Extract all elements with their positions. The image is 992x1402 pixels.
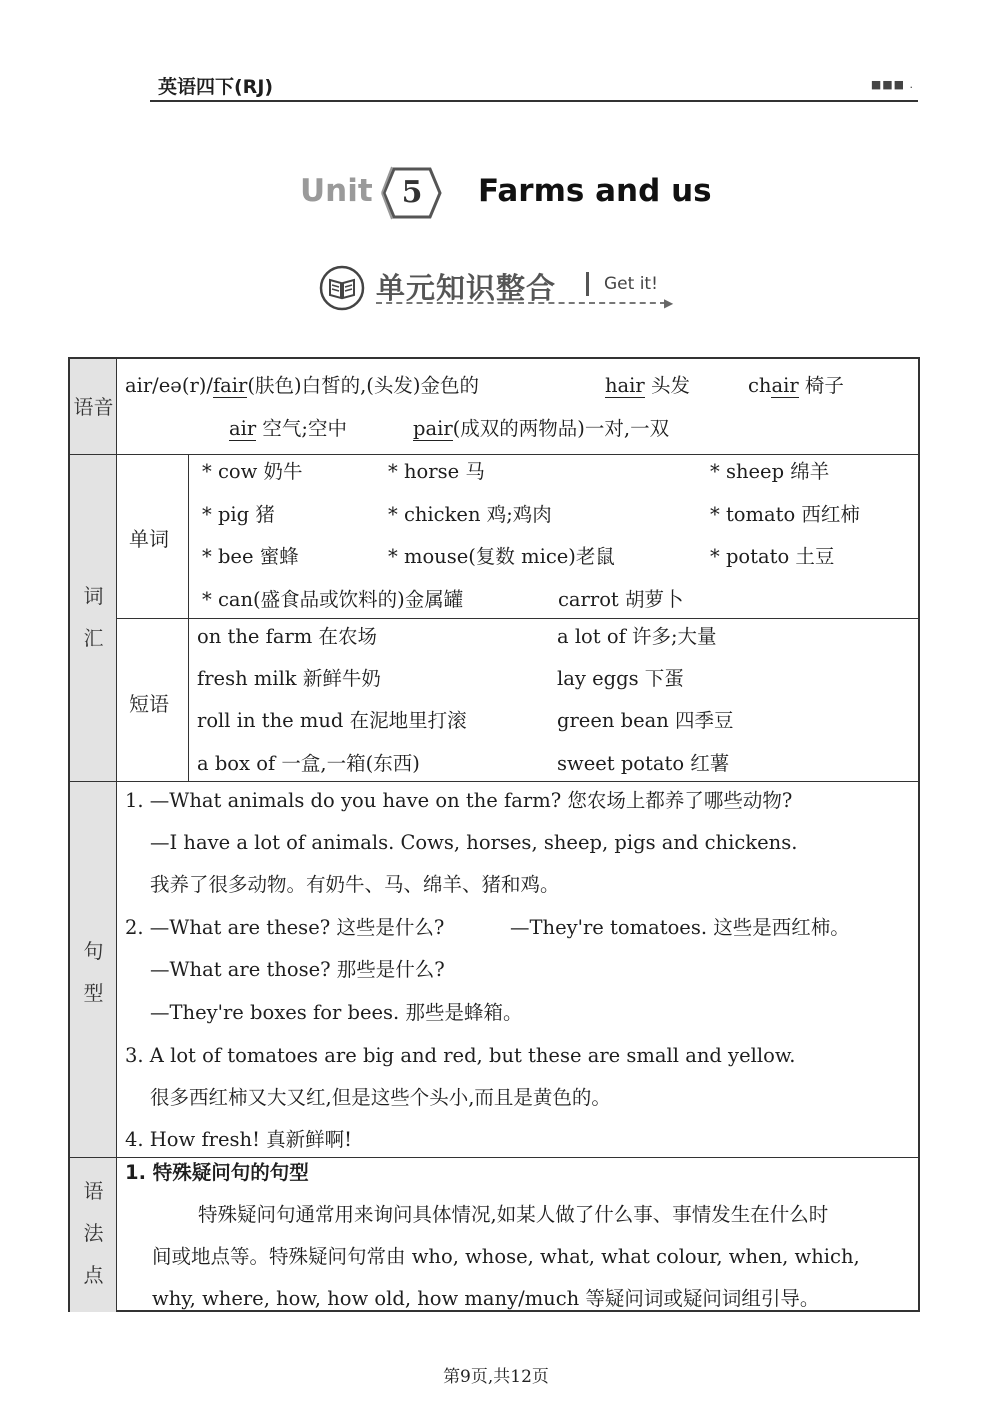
row-divider xyxy=(70,454,920,455)
sentence-line: —They're tomatoes. 这些是西红柿。 xyxy=(510,916,850,939)
phrases-label: 短语 xyxy=(129,692,169,716)
word-item: * sheep 绵羊 xyxy=(710,460,830,483)
row-divider xyxy=(70,1157,920,1158)
word-item: * potato 土豆 xyxy=(710,545,835,568)
word-item: carrot 胡萝卜 xyxy=(558,588,684,611)
section-divider xyxy=(586,272,589,296)
category-vocabulary xyxy=(70,455,117,782)
phrase-item: lay eggs 下蛋 xyxy=(557,667,684,690)
grammar-paragraph: 间或地点等。特殊疑问句常由 who, whose, what, what colour, when, which, xyxy=(152,1245,860,1268)
category-label: 点 xyxy=(83,1263,104,1287)
knowledge-table xyxy=(68,357,920,1312)
grammar-heading: 1. 特殊疑问句的句型 xyxy=(125,1161,309,1184)
phrase-item: sweet potato 红薯 xyxy=(557,752,730,775)
grammar-paragraph: why, where, how, how old, how many/much 等疑问词或疑问词组引导。 xyxy=(152,1287,820,1310)
pronunciation-hair: hair 头发 xyxy=(605,374,690,397)
phrase-item: roll in the mud 在泥地里打滚 xyxy=(197,709,467,732)
dashed-underline xyxy=(376,302,666,304)
phrase-item: green bean 四季豆 xyxy=(557,709,734,732)
section-title xyxy=(318,262,678,312)
category-sentences xyxy=(70,782,117,1158)
category-label: 语音 xyxy=(73,395,114,419)
category-label: 句 xyxy=(83,939,104,963)
grammar-paragraph: 特殊疑问句通常用来询问具体情况,如某人做了什么事、事情发生在什么时 xyxy=(198,1203,829,1226)
category-label: 词 xyxy=(83,584,104,608)
pronunciation-air: air 空气;空中 xyxy=(229,417,347,440)
arrow-right-icon: ▶ xyxy=(664,296,674,310)
page-header xyxy=(150,72,918,102)
words-label: 单词 xyxy=(129,527,169,551)
unit-number: 5 xyxy=(401,175,423,210)
unit-word: Unit xyxy=(300,173,373,209)
row-divider xyxy=(70,781,920,782)
row-divider xyxy=(117,618,920,619)
word-item: * cow 奶牛 xyxy=(202,460,303,483)
section-title-cn: 单元知识整合 xyxy=(376,271,557,305)
header-marks: ■■■ . xyxy=(870,78,914,91)
sentence-line: 1. —What animals do you have on the farm? 您农场上都养了哪些动物? xyxy=(125,789,793,812)
sentence-line: 3. A lot of tomatoes are big and red, but these are small and yellow. xyxy=(125,1044,796,1067)
word-item: * bee 蜜蜂 xyxy=(202,545,299,568)
pronunciation-line: air/eə(r)/fair(肤色)白皙的,(头发)金色的 xyxy=(125,374,479,397)
sentence-line: 我养了很多动物。有奶牛、马、绵羊、猪和鸡。 xyxy=(150,873,560,896)
phrase-item: a box of 一盒,一箱(东西) xyxy=(197,752,420,775)
sentence-line: —I have a lot of animals. Cows, horses, sheep, pigs and chickens. xyxy=(150,831,798,854)
sentence-line: —What are those? 那些是什么? xyxy=(150,958,445,981)
word-item: * pig 猪 xyxy=(202,503,275,526)
sentence-line: 很多西红柿又大又红,但是这些个头小,而且是黄色的。 xyxy=(150,1086,611,1109)
sentence-line: —They're boxes for bees. 那些是蜂箱。 xyxy=(150,1001,523,1024)
open-book-icon xyxy=(318,264,366,312)
unit-title xyxy=(0,165,992,225)
unit-name: Farms and us xyxy=(478,173,712,209)
pronunciation-pair: pair(成双的两物品)一对,一双 xyxy=(413,417,670,440)
category-pronunciation xyxy=(70,359,117,455)
word-item: * can(盛食品或饮料的)金属罐 xyxy=(202,588,464,611)
pronunciation-chair: chair 椅子 xyxy=(748,374,844,397)
sentence-line: 2. —What are these? 这些是什么? xyxy=(125,916,445,939)
phrase-item: a lot of 许多;大量 xyxy=(557,625,717,648)
book-title: 英语四下(RJ) xyxy=(158,76,274,98)
word-item: * chicken 鸡;鸡肉 xyxy=(388,503,552,526)
column-divider xyxy=(188,455,189,781)
phrase-item: fresh milk 新鲜牛奶 xyxy=(197,667,381,690)
page-footer: 第9页,共12页 xyxy=(443,1367,549,1387)
word-item: * horse 马 xyxy=(388,460,485,483)
sentence-line: 4. How fresh! 真新鲜啊! xyxy=(125,1128,352,1151)
category-label: 汇 xyxy=(83,626,104,650)
word-item: * mouse(复数 mice)老鼠 xyxy=(388,545,615,568)
category-label: 法 xyxy=(83,1221,104,1245)
phrase-item: on the farm 在农场 xyxy=(197,625,377,648)
section-title-en: Get it! xyxy=(604,274,658,294)
category-label: 语 xyxy=(83,1179,104,1203)
category-grammar xyxy=(70,1158,117,1312)
category-label: 型 xyxy=(83,981,104,1005)
word-item: * tomato 西红柿 xyxy=(710,503,860,526)
